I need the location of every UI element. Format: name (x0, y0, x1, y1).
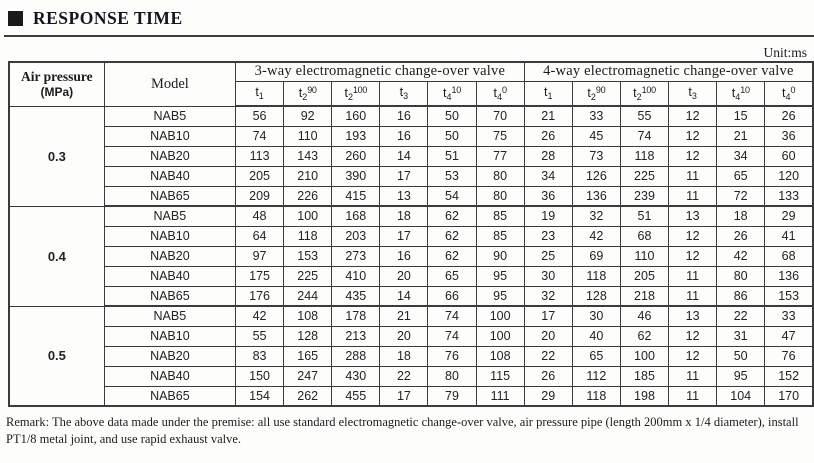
response-time-cell: 65 (572, 346, 620, 366)
response-time-cell: 50 (428, 106, 476, 126)
response-time-cell: 72 (717, 186, 765, 206)
response-time-cell: 18 (380, 346, 428, 366)
model-cell: NAB40 (104, 266, 235, 286)
model-cell: NAB40 (104, 166, 235, 186)
air-pressure-header-line1: Air pressure (21, 68, 93, 84)
response-time-cell: 16 (380, 106, 428, 126)
response-time-cell: 12 (669, 246, 717, 266)
response-time-cell: 48 (236, 206, 284, 226)
table-body (9, 106, 813, 406)
response-time-cell: 92 (284, 106, 332, 126)
response-time-cell: 13 (669, 206, 717, 226)
subcol-header-t1: $t_1$ (524, 81, 572, 106)
response-time-cell: 76 (765, 346, 813, 366)
table-row (9, 366, 813, 386)
response-time-cell: 17 (380, 226, 428, 246)
response-time-cell: 133 (765, 186, 813, 206)
response-time-cell: 80 (428, 366, 476, 386)
response-time-cell: 33 (765, 306, 813, 326)
response-time-cell: 69 (572, 246, 620, 266)
table-row (9, 266, 813, 286)
response-time-cell: 115 (476, 366, 524, 386)
response-time-cell: 16 (380, 126, 428, 146)
response-time-cell: 11 (669, 286, 717, 306)
response-time-cell: 112 (572, 366, 620, 386)
response-time-cell: 68 (765, 246, 813, 266)
air-pressure-header-line2: (MPa) (40, 85, 74, 100)
response-time-cell: 18 (717, 206, 765, 226)
response-time-cell: 74 (428, 326, 476, 346)
response-time-cell: 13 (669, 306, 717, 326)
response-time-cell: 175 (236, 266, 284, 286)
air-pressure-header (9, 62, 104, 106)
subcol-header-t40: $t_4^0$ (765, 81, 813, 106)
response-time-cell: 75 (476, 126, 524, 146)
response-time-cell: 455 (332, 386, 380, 406)
response-time-cell: 33 (572, 106, 620, 126)
response-time-cell: 152 (765, 366, 813, 386)
response-time-cell: 239 (620, 186, 668, 206)
response-time-cell: 30 (572, 306, 620, 326)
response-time-cell: 42 (717, 246, 765, 266)
response-time-cell: 56 (236, 106, 284, 126)
remark-text: Remark: The above data made under the premise: all use standard electromagnetic change-over valve, air pressure pipe (length 200mm x 1/4 diameter), install PT1/8 metal joint, and use rapid exhaust valve. (6, 415, 799, 446)
response-time-cell: 60 (765, 146, 813, 166)
response-time-cell: 46 (620, 306, 668, 326)
subcol-header-t290: $t_2^{90}$ (572, 81, 620, 106)
response-time-cell: 11 (669, 366, 717, 386)
model-cell: NAB5 (104, 206, 235, 226)
response-time-cell: 25 (524, 246, 572, 266)
response-time-cell: 20 (380, 326, 428, 346)
response-time-cell: 415 (332, 186, 380, 206)
model-cell: NAB20 (104, 346, 235, 366)
model-cell: NAB5 (104, 306, 235, 326)
response-time-cell: 170 (765, 386, 813, 406)
response-time-cell: 95 (476, 286, 524, 306)
response-time-cell: 41 (765, 226, 813, 246)
response-time-cell: 32 (572, 206, 620, 226)
response-time-cell: 136 (765, 266, 813, 286)
group-header-3way: 3-way electromagnetic change-over valve (236, 62, 525, 81)
response-time-cell: 70 (476, 106, 524, 126)
response-time-cell: 193 (332, 126, 380, 146)
response-time-cell: 118 (620, 146, 668, 166)
response-time-cell: 104 (717, 386, 765, 406)
page-title: RESPONSE TIME (33, 7, 183, 28)
response-time-cell: 108 (284, 306, 332, 326)
group-header-4way: 4-way electromagnetic change-over valve (524, 62, 813, 81)
response-time-cell: 273 (332, 246, 380, 266)
subcol-header-t3: $t_3$ (380, 81, 428, 106)
response-time-cell: 12 (669, 326, 717, 346)
response-time-cell: 225 (620, 166, 668, 186)
response-time-cell: 55 (620, 106, 668, 126)
table-row (9, 166, 813, 186)
model-cell: NAB5 (104, 106, 235, 126)
response-time-cell: 435 (332, 286, 380, 306)
unit-label: Unit:ms (763, 45, 807, 60)
response-time-cell: 17 (380, 166, 428, 186)
response-time-cell: 100 (284, 206, 332, 226)
response-time-cell: 390 (332, 166, 380, 186)
table-row (9, 346, 813, 366)
response-time-cell: 79 (428, 386, 476, 406)
response-time-cell: 110 (620, 246, 668, 266)
response-time-cell: 42 (236, 306, 284, 326)
subcol-header-t3: $t_3$ (669, 81, 717, 106)
pressure-cell: 0.4 (9, 206, 104, 306)
response-time-cell: 47 (765, 326, 813, 346)
response-time-cell: 205 (236, 166, 284, 186)
response-time-cell: 165 (284, 346, 332, 366)
response-time-cell: 80 (476, 166, 524, 186)
response-time-cell: 42 (572, 226, 620, 246)
response-time-cell: 128 (284, 326, 332, 346)
response-time-cell: 26 (524, 366, 572, 386)
response-time-cell: 62 (428, 206, 476, 226)
response-time-cell: 80 (717, 266, 765, 286)
response-time-cell: 65 (428, 266, 476, 286)
response-time-cell: 74 (428, 306, 476, 326)
response-time-cell: 50 (428, 126, 476, 146)
model-cell: NAB65 (104, 386, 235, 406)
response-time-cell: 31 (717, 326, 765, 346)
response-time-cell: 29 (524, 386, 572, 406)
response-time-cell: 74 (620, 126, 668, 146)
response-time-cell: 126 (572, 166, 620, 186)
response-time-cell: 45 (572, 126, 620, 146)
response-time-cell: 118 (284, 226, 332, 246)
response-time-cell: 118 (572, 266, 620, 286)
response-time-cell: 51 (620, 206, 668, 226)
response-time-cell: 12 (669, 346, 717, 366)
response-time-cell: 21 (717, 126, 765, 146)
response-time-cell: 225 (284, 266, 332, 286)
model-cell: NAB65 (104, 186, 235, 206)
response-time-cell: 11 (669, 386, 717, 406)
table-row (9, 146, 813, 166)
response-time-cell: 55 (236, 326, 284, 346)
response-time-cell: 213 (332, 326, 380, 346)
subcol-header-t290: $t_2^{90}$ (284, 81, 332, 106)
response-time-cell: 12 (669, 106, 717, 126)
model-cell: NAB10 (104, 326, 235, 346)
response-time-cell: 36 (524, 186, 572, 206)
response-time-cell: 15 (717, 106, 765, 126)
response-time-cell: 29 (765, 206, 813, 226)
response-time-cell: 50 (717, 346, 765, 366)
subcol-header-t410: $t_4^{10}$ (717, 81, 765, 106)
response-time-cell: 26 (717, 226, 765, 246)
response-time-cell: 17 (380, 386, 428, 406)
response-time-cell: 80 (476, 186, 524, 206)
response-time-cell: 247 (284, 366, 332, 386)
response-time-cell: 111 (476, 386, 524, 406)
response-time-cell: 17 (524, 306, 572, 326)
response-time-cell: 100 (476, 326, 524, 346)
response-time-cell: 176 (236, 286, 284, 306)
response-time-cell: 77 (476, 146, 524, 166)
response-time-cell: 40 (572, 326, 620, 346)
table-header-row-groups (9, 62, 813, 81)
response-time-cell: 150 (236, 366, 284, 386)
response-time-cell: 21 (524, 106, 572, 126)
response-time-cell: 14 (380, 146, 428, 166)
table-row (9, 326, 813, 346)
pressure-cell: 0.3 (9, 106, 104, 206)
response-time-cell: 22 (380, 366, 428, 386)
response-time-cell: 30 (524, 266, 572, 286)
response-time-cell: 100 (476, 306, 524, 326)
response-time-cell: 160 (332, 106, 380, 126)
response-time-cell: 13 (380, 186, 428, 206)
title-bullet-icon (8, 11, 23, 26)
subcol-header-t40: $t_4^0$ (476, 81, 524, 106)
model-cell: NAB65 (104, 286, 235, 306)
response-time-cell: 90 (476, 246, 524, 266)
response-time-cell: 16 (380, 246, 428, 266)
response-time-cell: 153 (284, 246, 332, 266)
response-time-cell: 62 (620, 326, 668, 346)
response-time-cell: 95 (476, 266, 524, 286)
response-time-cell: 26 (524, 126, 572, 146)
response-time-cell: 262 (284, 386, 332, 406)
response-time-cell: 128 (572, 286, 620, 306)
response-time-cell: 66 (428, 286, 476, 306)
response-time-cell: 86 (717, 286, 765, 306)
response-time-cell: 74 (236, 126, 284, 146)
table-row (9, 106, 813, 126)
response-time-cell: 18 (380, 206, 428, 226)
response-time-cell: 185 (620, 366, 668, 386)
model-cell: NAB20 (104, 246, 235, 266)
table-row (9, 246, 813, 266)
subcol-header-t1: $t_1$ (236, 81, 284, 106)
response-time-cell: 210 (284, 166, 332, 186)
table-row (9, 206, 813, 226)
response-time-cell: 110 (284, 126, 332, 146)
response-time-cell: 12 (669, 126, 717, 146)
section-title-row (8, 7, 810, 29)
response-time-table (8, 61, 814, 407)
response-time-cell: 65 (717, 166, 765, 186)
table-row (9, 186, 813, 206)
response-time-cell: 68 (620, 226, 668, 246)
response-time-cell: 154 (236, 386, 284, 406)
response-time-cell: 85 (476, 226, 524, 246)
model-header: Model (104, 62, 235, 106)
response-time-cell: 108 (476, 346, 524, 366)
response-time-cell: 14 (380, 286, 428, 306)
response-time-cell: 226 (284, 186, 332, 206)
response-time-cell: 76 (428, 346, 476, 366)
response-time-cell: 85 (476, 206, 524, 226)
table-row (9, 286, 813, 306)
response-time-cell: 21 (380, 306, 428, 326)
response-time-cell: 178 (332, 306, 380, 326)
response-time-cell: 11 (669, 186, 717, 206)
response-time-cell: 22 (717, 306, 765, 326)
response-time-cell: 11 (669, 266, 717, 286)
response-time-cell: 136 (572, 186, 620, 206)
response-time-cell: 23 (524, 226, 572, 246)
response-time-cell: 62 (428, 246, 476, 266)
response-time-cell: 198 (620, 386, 668, 406)
response-time-cell: 143 (284, 146, 332, 166)
response-time-cell: 120 (765, 166, 813, 186)
response-time-cell: 12 (669, 226, 717, 246)
response-time-cell: 53 (428, 166, 476, 186)
response-time-cell: 83 (236, 346, 284, 366)
response-time-cell: 430 (332, 366, 380, 386)
model-cell: NAB20 (104, 146, 235, 166)
response-time-cell: 20 (524, 326, 572, 346)
response-time-cell: 64 (236, 226, 284, 246)
response-time-cell: 20 (380, 266, 428, 286)
response-time-cell: 32 (524, 286, 572, 306)
response-time-cell: 62 (428, 226, 476, 246)
response-time-cell: 36 (765, 126, 813, 146)
response-time-cell: 260 (332, 146, 380, 166)
subcol-header-t2100: $t_2^{100}$ (332, 81, 380, 106)
response-time-cell: 410 (332, 266, 380, 286)
table-row (9, 126, 813, 146)
response-time-cell: 34 (717, 146, 765, 166)
model-cell: NAB10 (104, 126, 235, 146)
model-cell: NAB10 (104, 226, 235, 246)
response-time-cell: 11 (669, 166, 717, 186)
response-time-cell: 26 (765, 106, 813, 126)
pressure-cell: 0.5 (9, 306, 104, 406)
response-time-cell: 100 (620, 346, 668, 366)
response-time-cell: 205 (620, 266, 668, 286)
response-time-cell: 54 (428, 186, 476, 206)
subcol-header-t410: $t_4^{10}$ (428, 81, 476, 106)
response-time-cell: 153 (765, 286, 813, 306)
table-row (9, 306, 813, 326)
table-row (9, 386, 813, 406)
response-time-cell: 34 (524, 166, 572, 186)
response-time-cell: 19 (524, 206, 572, 226)
response-time-cell: 73 (572, 146, 620, 166)
response-time-cell: 209 (236, 186, 284, 206)
response-time-cell: 244 (284, 286, 332, 306)
response-time-cell: 51 (428, 146, 476, 166)
subcol-header-t2100: $t_2^{100}$ (620, 81, 668, 106)
response-time-cell: 95 (717, 366, 765, 386)
response-time-cell: 118 (572, 386, 620, 406)
response-time-cell: 28 (524, 146, 572, 166)
response-time-cell: 218 (620, 286, 668, 306)
response-time-cell: 22 (524, 346, 572, 366)
response-time-cell: 288 (332, 346, 380, 366)
model-cell: NAB40 (104, 366, 235, 386)
response-time-cell: 97 (236, 246, 284, 266)
response-time-cell: 203 (332, 226, 380, 246)
response-time-cell: 113 (236, 146, 284, 166)
unit-row (4, 37, 810, 61)
response-time-cell: 12 (669, 146, 717, 166)
response-time-cell: 168 (332, 206, 380, 226)
table-row (9, 226, 813, 246)
